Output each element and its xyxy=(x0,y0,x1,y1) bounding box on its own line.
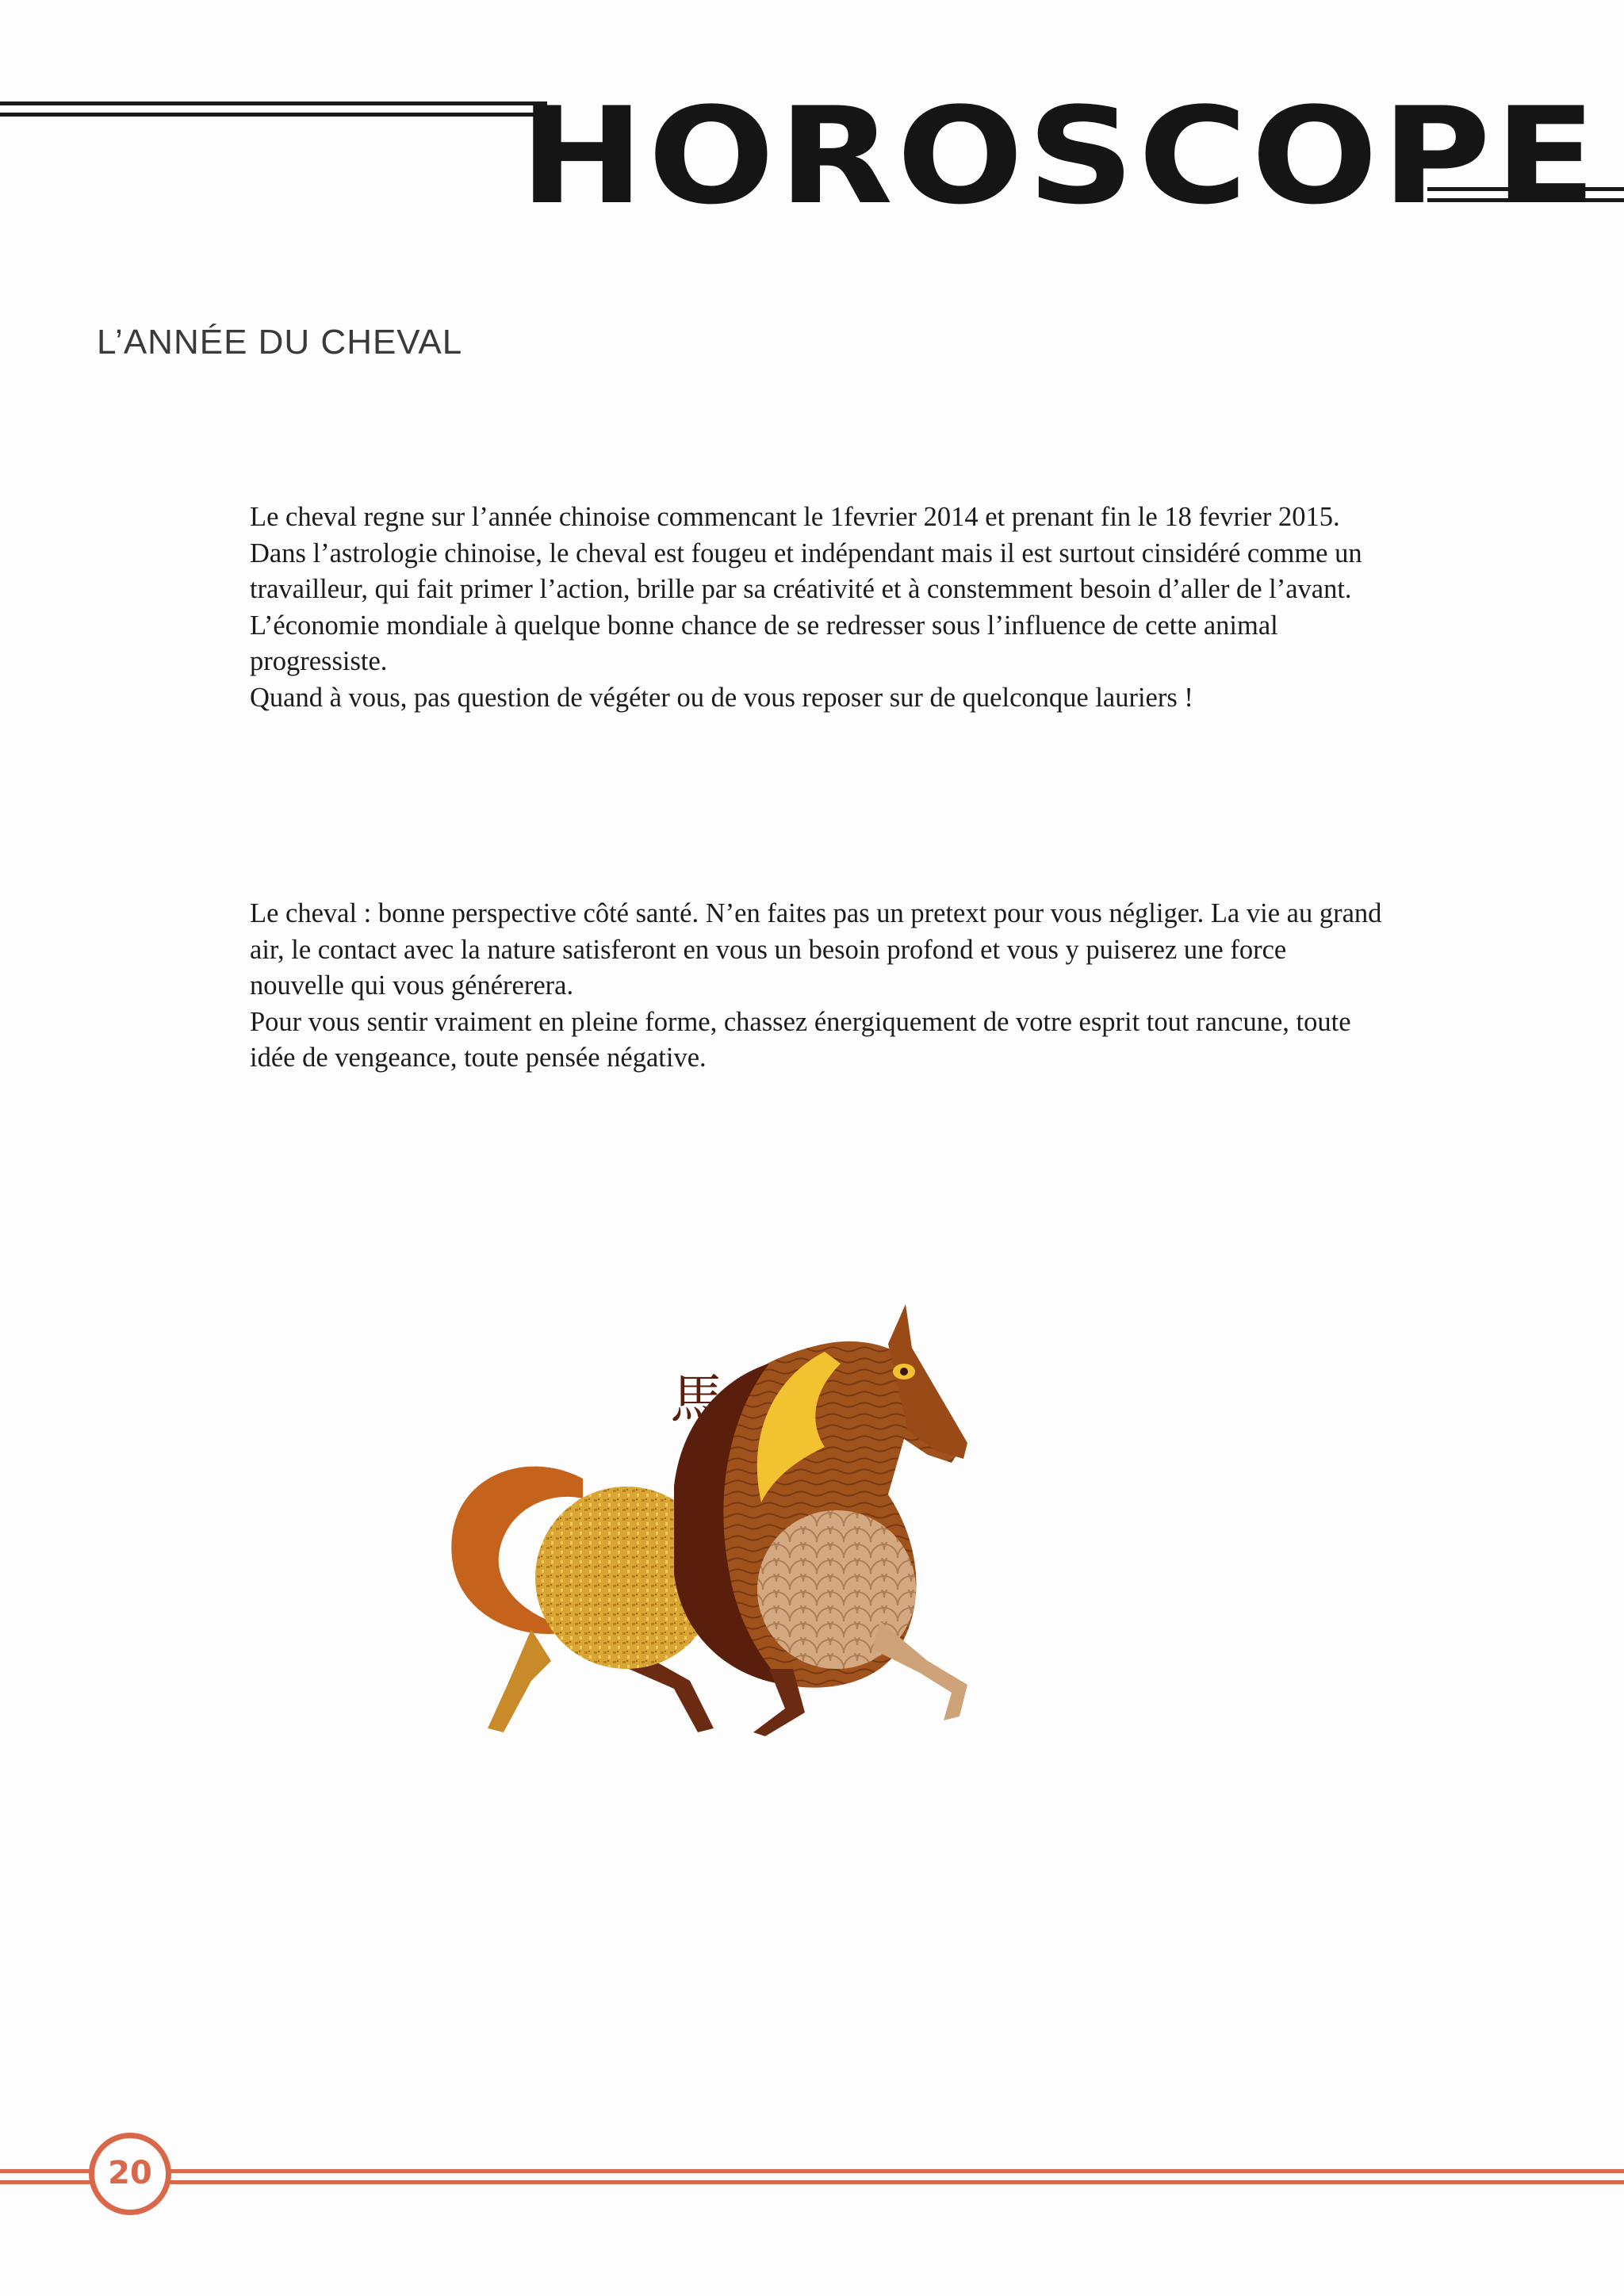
footer-rule-top xyxy=(0,2169,1624,2173)
article-line: Le cheval : bonne perspective côté santé. N’en faites pas un pretext pour vous négliger. La vie au grand air, le contact avec la nature satisferont en vous un besoin profond et vous y puiserez une force nouvelle qui vous générerera. xyxy=(250,898,1382,1001)
article-paragraph-1 xyxy=(250,499,1384,716)
section-heading: L’ANNÉE DU CHEVAL xyxy=(97,323,463,362)
header-rule-left-bottom xyxy=(0,113,539,117)
page-title: HOROSCOPE xyxy=(519,78,1600,234)
footer-rule-bottom xyxy=(0,2180,1624,2184)
article-line: Pour vous sentir vraiment en pleine forme, chassez énergiquement de votre esprit tout rancune, toute idée de vengeance, toute pensée négative. xyxy=(250,1006,1351,1073)
horse-front-leg-shape xyxy=(872,1621,967,1720)
page-number-badge: 20 xyxy=(89,2133,171,2215)
horse-hind-leg-shape xyxy=(488,1629,551,1732)
header-rule-left-top xyxy=(0,101,547,105)
article-line: Le cheval regne sur l’année chinoise commencant le 1fevrier 2014 et prenant fin le 18 fevrier 2015. xyxy=(250,502,1340,532)
article-line: Quand à vous, pas question de végéter ou de vous reposer sur de quelconque lauriers ! xyxy=(250,682,1193,713)
horse-illustration xyxy=(412,1288,1015,1756)
horse-pupil-shape xyxy=(900,1368,908,1376)
chinese-character-ma: 馬 xyxy=(670,1368,726,1433)
article-line: Dans l’astrologie chinoise, le cheval est fougeu et indépendant mais il est surtout cinsidéré comme un travailleur, qui fait primer l’action, brille par sa créativité et à constemment besoin d’aller de l’avant. xyxy=(250,538,1362,604)
article-paragraph-2 xyxy=(250,896,1384,1077)
article-line: L’économie mondiale à quelque bonne chance de se redresser sous l’influence de cette animal progressiste. xyxy=(250,610,1278,676)
